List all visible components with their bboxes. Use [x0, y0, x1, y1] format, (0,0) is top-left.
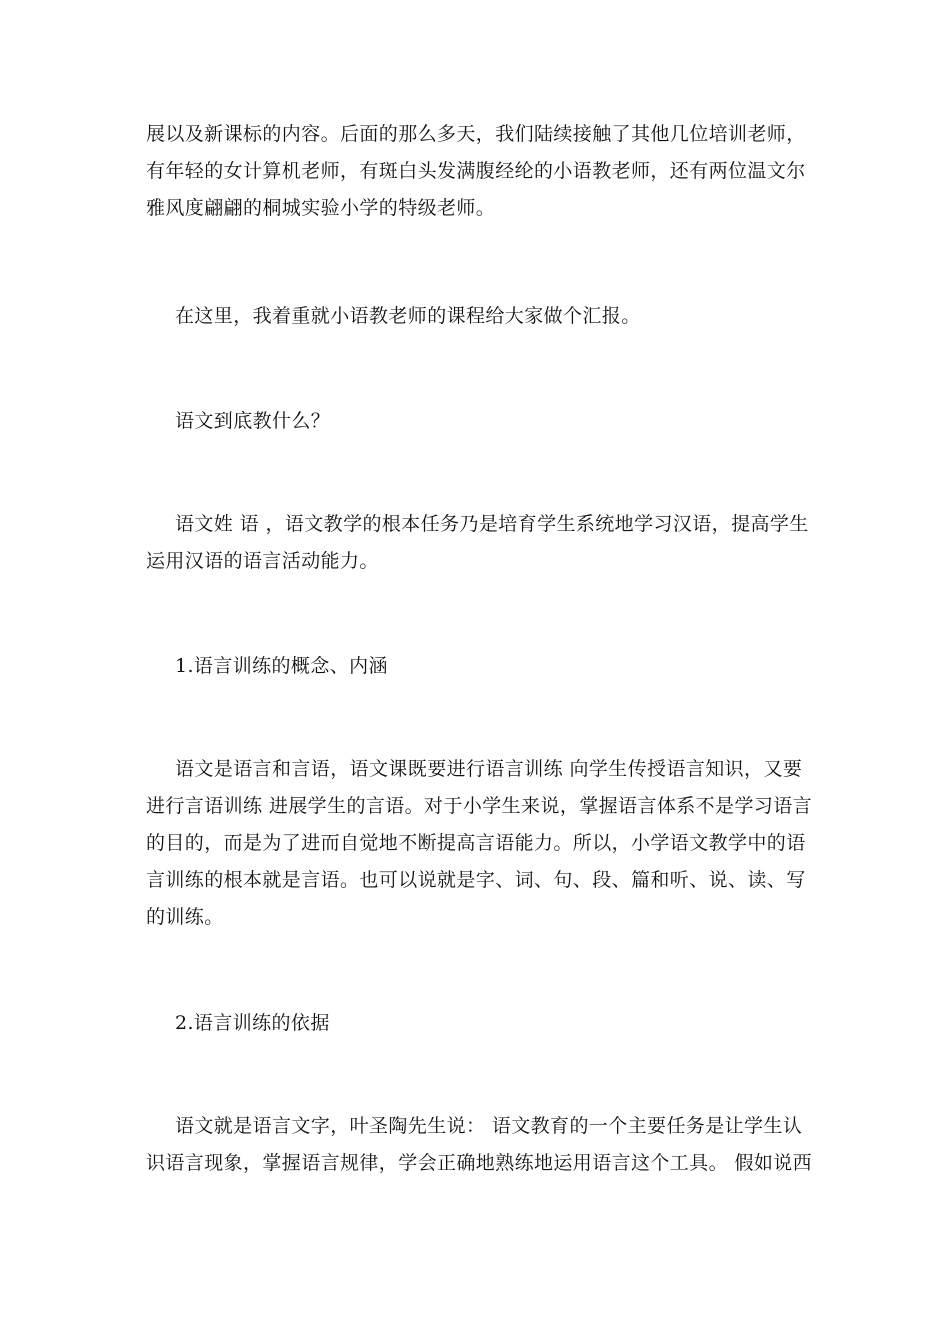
paragraph-line: 在这里，我着重就小语教老师的课程给大家做个汇报。 [175, 305, 641, 327]
paragraph-line: 运用汉语的语言活动能力。 [146, 550, 379, 572]
paragraph-line: 展以及新课标的内容。后面的那么多天，我们陆续接触了其他几位培训老师， [146, 123, 806, 145]
paragraph-line: 语文姓 语 ，语文教学的根本任务乃是培育学生系统地学习汉语，提高学生 [175, 513, 809, 535]
paragraph-line: 识语言现象，掌握语言规律，学会正确地熟练地运用语言这个工具。 假如说西 [146, 1152, 813, 1174]
paragraph-line: 雅风度翩翩的桐城实验小学的特级老师。 [146, 197, 496, 219]
paragraph-line: 的目的，而是为了进而自觉地不断提高言语能力。所以，小学语文教学中的语 [146, 832, 806, 854]
paragraph-line: 有年轻的女计算机老师，有斑白头发满腹经纶的小语教老师，还有两位温文尔 [146, 160, 806, 182]
section-heading: 2.语言训练的依据 [175, 1012, 330, 1034]
paragraph-line: 语文就是语言文字，叶圣陶先生说： 语文教育的一个主要任务是让学生认 [175, 1115, 803, 1137]
paragraph-line: 的训练。 [146, 906, 224, 928]
section-question: 语文到底教什么？ [175, 410, 331, 432]
paragraph-line: 进行言语训练 进展学生的言语。对于小学生来说，掌握语言体系不是学习语言 [146, 795, 813, 817]
paragraph-line: 语文是语言和言语，语文课既要进行语言训练 向学生传授语言知识，又要 [175, 758, 803, 780]
section-heading: 1.语言训练的概念、内涵 [175, 655, 388, 677]
paragraph-line: 言训练的根本就是言语。也可以说就是字、词、句、段、篇和听、说、读、写 [146, 869, 806, 891]
